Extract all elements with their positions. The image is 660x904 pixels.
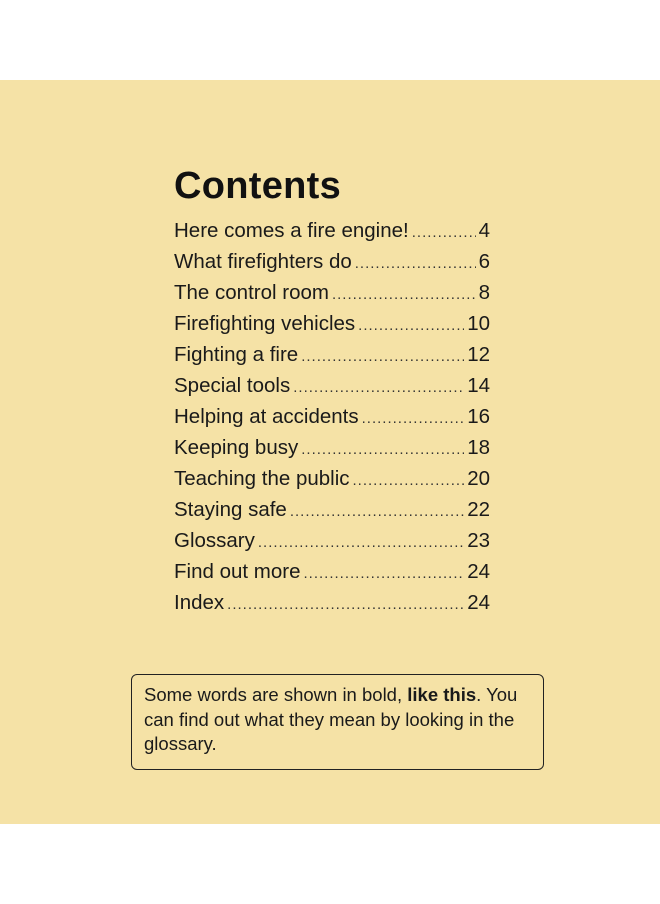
toc-entry[interactable] [174,463,490,494]
toc-entry[interactable] [174,339,490,370]
toc-entry-title: Staying safe [174,498,287,521]
dot-leader [353,465,465,496]
toc-entry[interactable] [174,494,490,525]
toc-entry-title: Firefighting vehicles [174,312,356,335]
toc-page-number: 16 [467,405,490,428]
toc-entry-title: Keeping busy [174,436,299,459]
toc-entry[interactable] [174,277,490,308]
toc-page-number: 20 [467,467,490,490]
toc-entry[interactable] [174,370,490,401]
toc-entry-title: Glossary [174,529,255,552]
toc-entry[interactable] [174,308,490,339]
toc-entry[interactable] [174,215,490,246]
toc-page-number: 8 [478,281,490,304]
note-bold-example: like this [407,684,477,705]
glossary-note-box [131,674,544,770]
dot-leader [362,403,465,434]
dot-leader [355,248,476,279]
toc-entry-title: The control room [174,281,329,304]
toc-page-number: 22 [467,498,490,521]
toc-entry-title: What firefighters do [174,250,352,273]
toc-page-number: 24 [467,560,490,583]
toc-page-number: 18 [467,436,490,459]
dot-leader [332,279,476,310]
toc-entry-title: Here comes a fire engine! [174,219,409,242]
dot-leader [301,341,464,372]
note-text-start: Some words are shown in bold, [144,684,408,705]
table-of-contents [174,215,490,618]
dot-leader [293,372,464,403]
toc-page-number: 4 [478,219,490,242]
toc-page-number: 14 [467,374,490,397]
toc-entry-title: Fighting a fire [174,343,299,366]
toc-entry[interactable] [174,587,490,618]
toc-page-number: 12 [467,343,490,366]
dot-leader [290,496,464,527]
toc-entry[interactable] [174,246,490,277]
dot-leader [303,558,464,589]
dot-leader [227,589,464,620]
dot-leader [301,434,464,465]
toc-entry[interactable] [174,556,490,587]
toc-entry-title: Helping at accidents [174,405,359,428]
dot-leader [358,310,464,341]
toc-entry[interactable] [174,525,490,556]
toc-page-number: 23 [467,529,490,552]
toc-entry-title: Index [174,591,225,614]
toc-entry-title: Find out more [174,560,301,583]
page-title: Contents [174,165,342,207]
toc-page-number: 10 [467,312,490,335]
dot-leader [258,527,464,558]
toc-entry[interactable] [174,401,490,432]
note-text-end: . You can find out what they mean by looking in the glossary. [144,684,518,754]
toc-entry-title: Special tools [174,374,291,397]
toc-entry[interactable] [174,432,490,463]
toc-page-number: 6 [478,250,490,273]
dot-leader [412,217,476,248]
toc-page-number: 24 [467,591,490,614]
toc-entry-title: Teaching the public [174,467,350,490]
